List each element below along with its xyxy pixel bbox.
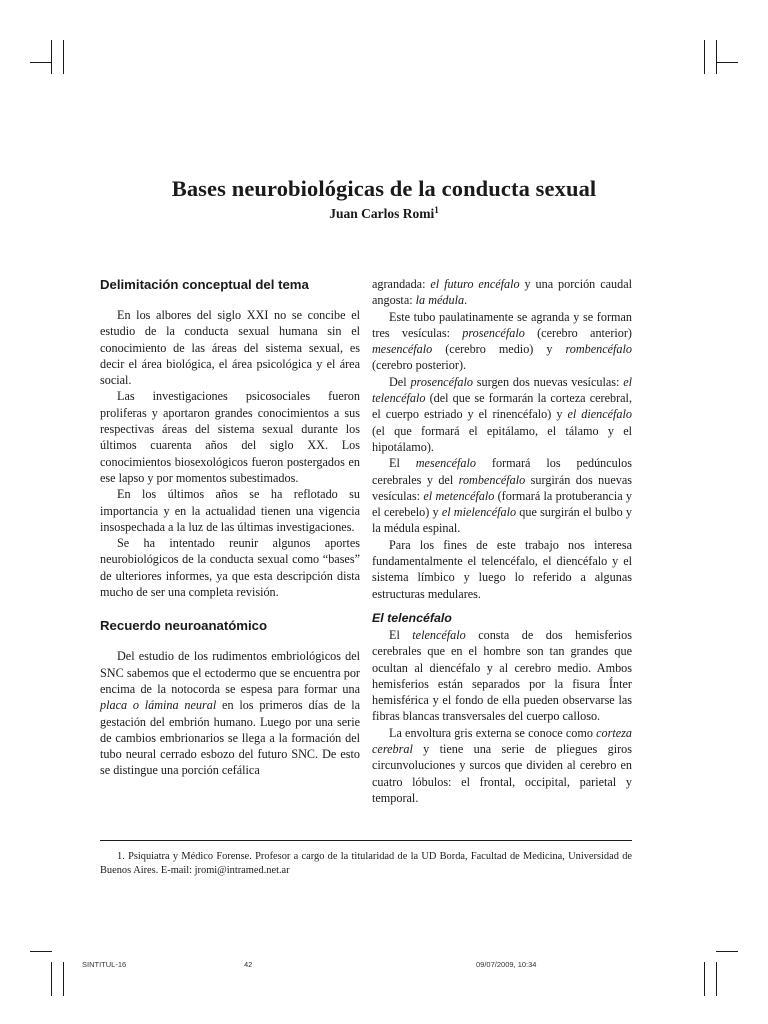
paragraph: En los últimos años se ha reflotado su importancia y en la actualidad tienen una vigencia insospechada a la luz de las últimas investigaciones. <box>100 487 360 534</box>
crop-mark <box>51 962 52 996</box>
slug-datetime: 09/07/2009, 10:34 <box>476 960 537 969</box>
crop-mark <box>704 40 705 74</box>
paragraph: agrandada: el futuro encéfalo y una porción caudal angosta: la médula. <box>372 277 632 308</box>
paragraph: En los albores del siglo XXI no se concibe el estudio de la conducta sexual humana sin el conocimiento de las áreas del sistema sexual, es decir el área biológica, el área psicológica y el área social. <box>100 308 360 388</box>
footnote: 1. Psiquiatra y Médico Forense. Profesor a cargo de la titularidad de la UD Borda, Facultad de Medicina, Universidad de Buenos Aires. E-mail: jromi@intramed.net.ar <box>100 851 632 876</box>
section-heading-recuerdo: Recuerdo neuroanatómico <box>100 618 268 634</box>
author-footnote-marker: 1 <box>434 205 439 215</box>
crop-mark <box>30 951 52 952</box>
crop-mark <box>704 962 705 996</box>
crop-mark <box>716 962 717 996</box>
article-title: Bases neurobiológicas de la conducta sexual <box>171 176 597 201</box>
slug-file: SINTITUL-16 <box>82 960 127 969</box>
crop-mark <box>51 40 52 74</box>
paragraph: El mesencéfalo formará los pedúnculos cerebrales y del rombencéfalo surgirán dos nuevas vesículas: el metencéfalo (formará la protuberancia y el cerebelo) y el mielencéfalo que surgirán el bulbo y la médula espinal. <box>372 456 633 536</box>
crop-mark <box>63 40 64 74</box>
paragraph: Este tubo paulatinamente se agranda y se forman tres vesículas: prosencéfalo (cerebro anterior) mesencéfalo (cerebro medio) y rombencéfalo (cerebro posterior). <box>372 309 632 373</box>
crop-mark <box>716 40 717 74</box>
crop-mark <box>716 62 738 63</box>
section-heading-telencefalo: El telencéfalo <box>372 610 452 625</box>
author-line <box>0 205 768 222</box>
left-column <box>100 276 360 779</box>
right-column <box>372 276 632 806</box>
paragraph: Del estudio de los rudimentos embriológicos del SNC sabemos que el ectodermo que se encuentra por encima de la notocorda se espesa para formar una placa o lámina neural en los primeros días de la gestación del embrión humano. Luego por una serie de cambios embrionarios se llega a la formación del tubo neural cerrado esbozo del futuro SNC. De esto se distingue una porción cefálica <box>100 649 360 778</box>
section-heading-delimitacion: Delimitación conceptual del tema <box>100 277 309 292</box>
slug-page: 42 <box>244 960 253 969</box>
paragraph: Del prosencéfalo surgen dos nuevas vesículas: el telencéfalo (del que se formarán la corteza cerebral, el cuerpo estriado y el rinencéfalo) y el diencéfalo (el que formará el epitálamo, el tálamo y el hipotálamo). <box>372 374 633 454</box>
paragraph: Se ha intentado reunir algunos aportes neurobiológicos de la conducta sexual como “bases” de ulteriores informes, ya que esta descripción dista mucho de ser una completa revisión. <box>100 536 360 600</box>
paragraph: Las investigaciones psicosociales fueron proliferas y aportaron grandes conocimientos a sus respectivas áreas del sistema sexual durante los últimos cuarenta años del siglo XX. Los conocimientos biosexológicos fueron postergados en ese lapso y por momentos subestimados. <box>100 389 360 485</box>
paragraph: El telencéfalo consta de dos hemisferios cerebrales que en el hombre son tan grandes que ocultan al diencéfalo y al cerebro medio. Ambos hemisferios están separados por la fisura Ínter hemisférica y el fondo de ella pueden observarse las fibras blancas transversales del cuerpo calloso. <box>372 627 632 724</box>
paragraph: Para los fines de este trabajo nos interesa fundamentalmente el telencéfalo, el diencéfalo y el sistema límbico y luego lo referido a algunas estructuras medulares. <box>372 537 632 601</box>
footnote-rule <box>100 840 632 841</box>
author-name: Juan Carlos Romi <box>329 206 435 221</box>
crop-mark <box>716 951 738 952</box>
crop-mark <box>30 62 52 63</box>
crop-mark <box>63 962 64 996</box>
paragraph: La envoltura gris externa se conoce como corteza cerebral y tiene una serie de pliegues giros circunvoluciones y surcos que dividen al cerebro en cuatro lóbulos: el frontal, occipital, parietal y temporal. <box>372 725 632 805</box>
